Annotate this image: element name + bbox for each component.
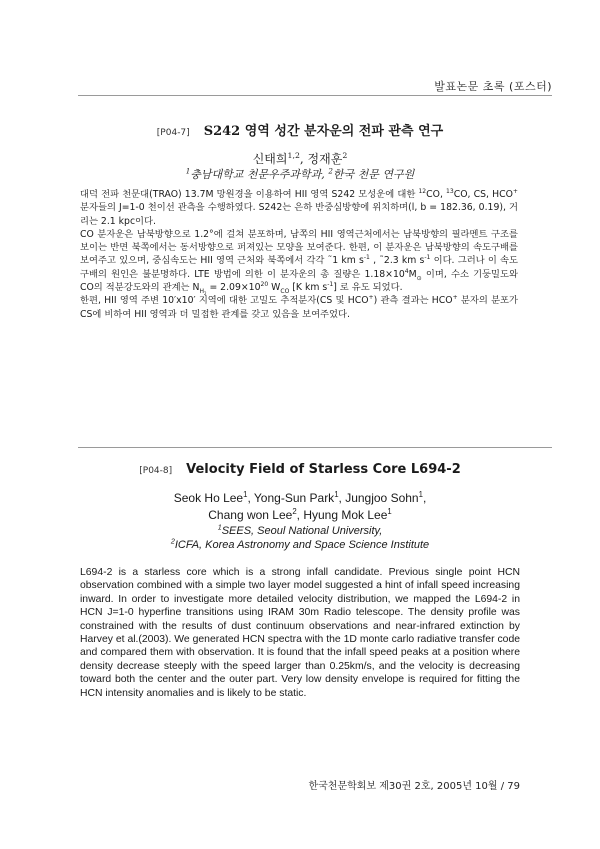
- page-footer-citation: 한국천문학회보 제30권 2호, 2005년 10월 / 79: [308, 781, 520, 792]
- abstract2-code: [P04-8]: [139, 466, 173, 476]
- abstract2-affiliations: [0, 524, 600, 552]
- abstract2-title: [0, 462, 600, 477]
- abstract1-paragraph: 한편, HII 영역 주변 10′x10′ 지역에 대한 고밀도 추적분자(CS 및 HCO+) 관측 결과는 HCO+ 분자의 분포가 CS에 비하여 HII 영역과 더 밀접한 관계를 갖고 있음을 보여주었다.: [80, 294, 519, 320]
- middle-divider: [78, 447, 552, 448]
- abstract2-authors-line: Seok Ho Lee$^1$, Yong-Sun Park$^1$, Jungjoo Sohn$^1$,: [173, 490, 427, 505]
- abstract2-affiliation-line: $^1$SEES, Seoul National University,: [217, 523, 383, 537]
- abstract2-affiliation-line: $^2$ICFA, Korea Astronomy and Space Science Institute: [170, 537, 430, 551]
- abstract2-body: L694-2 is a starless core which is a strong infall candidate. Previous single point HCN observation combined with a simple two layer model suggested a hint of infall speed increasing inward. In order to investigate more detailed velocity distribution, we mapped the L694-2 in HCN J=1-0 hyperfine transitions using IRAM 30m Radio telescope. The density profile was constrained with the results of dust continuum observations and near-infrared extinction by Harvey et al.(2003). We generated HCN spectra with the 1D monte carlo radiative transfer code and compared them with observation. It is found that the infall speed peaks at a position where density decrease steeply with the speed larger than 0.25km/s, and the velocity is decreasing toward both the center and the outer part. Very low density envelope is required for fitting the HCN intensity anomalies and is likely to be static.: [80, 567, 520, 699]
- abstract1-title-text: S242 영역 성간 분자운의 전파 관측 연구: [203, 124, 444, 139]
- section-header: 발표논문 초록 (포스터): [434, 80, 552, 93]
- abstract1-affiliations: $^1$충남대학교 천문우주과학과, $^2$한국 천문 연구원: [185, 166, 415, 181]
- abstract1-code: [P04-7]: [156, 128, 190, 138]
- top-divider: [78, 95, 552, 96]
- abstract1-paragraph: CO 분자운은 남북방향으로 1.2°에 걸쳐 분포하며, 남쪽의 HII 영역근처에서는 남북방향의 필라멘트 구조를 보이는 반면 북쪽에서는 동서방향으로 퍼져있는 모양을 보여준다. 한편, 이 분자운은 남북방향의 속도구배를 보여주고 있으며, 중심속도는 HII 영역 근처와 북쪽에서 각각 ˜1 km $s^{-1}$ , ˜2.3 km $s^{-1}$ 이다. 그러나 이 속도구배의 원인은 불분명하다. LTE 방법에 의한 이 분자운의 총 질량은 $1.18\times 10^4M_⊙$ 이며, 수소 기둥밀도와 CO의 적분강도와의 관계는 $N_{H_2} = 2.09\times 10^{20}$ $W_{CO}$ [K km $s^{-1}$] 로 유도 되었다.: [80, 228, 519, 297]
- abstract2-authors: [0, 490, 600, 524]
- abstract2-title-text: Velocity Field of Starless Core L694-2: [186, 462, 461, 477]
- abstract1-title: [0, 120, 600, 139]
- abstract1-paragraph: 대덕 전파 천문대(TRAO) 13.7M 망원경을 이용하여 HII 영역 S242 모성운에 대한 $^{12}$CO, $^{13}$CO, CS, HCO+ 분자들의 J=1-0 천이선 관측을 수행하였다. S242는 은하 반중심방향에 위치하며(l, b = 182.36, 0.19), 거리는 2.1 kpc이다.: [80, 187, 518, 227]
- abstract2-authors-line: Chang won Lee$^2$, Hyung Mok Lee$^1$: [208, 507, 392, 522]
- abstract1-authors: 신태희$^{1,2}$, 정재훈$^2$: [252, 151, 348, 166]
- abstract1-body: [80, 188, 518, 321]
